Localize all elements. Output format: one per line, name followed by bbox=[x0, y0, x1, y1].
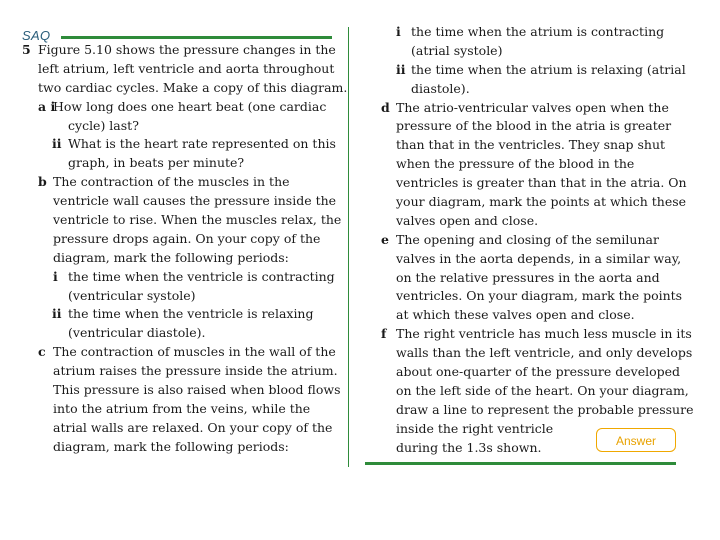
right-question-line bbox=[378, 99, 688, 118]
line-text: pressure of the blood in the atria is greater bbox=[396, 118, 672, 134]
footer-rule bbox=[365, 462, 676, 465]
left-question-line bbox=[22, 249, 342, 268]
line-text: (ventricular systole) bbox=[68, 287, 196, 303]
line-text: The right ventricle has much less muscle in its bbox=[396, 326, 692, 342]
left-question-line bbox=[22, 135, 342, 154]
left-question-line bbox=[22, 230, 342, 249]
line-text: (ventricular diastole). bbox=[68, 325, 206, 341]
line-text: two cardiac cycles. Make a copy of this diagram. bbox=[38, 79, 348, 95]
right-question-line bbox=[378, 382, 688, 401]
right-question-line bbox=[378, 401, 694, 420]
right-question-line bbox=[378, 306, 688, 325]
left-question-line bbox=[22, 343, 342, 362]
left-question-line bbox=[22, 268, 342, 287]
line-text: ventricle to rise. When the muscles relax, the bbox=[53, 212, 342, 228]
column-divider bbox=[348, 27, 349, 467]
line-text: valves open and close. bbox=[396, 212, 539, 228]
line-text: (atrial systole) bbox=[411, 42, 503, 58]
left-question-line bbox=[22, 438, 342, 457]
right-question-line bbox=[378, 155, 688, 174]
right-question-line bbox=[378, 80, 688, 99]
item-marker: i bbox=[396, 24, 401, 39]
line-text: The atrio-ventricular valves open when the bbox=[396, 99, 669, 115]
line-text: inside the right ventricle bbox=[396, 420, 554, 436]
left-question-line bbox=[22, 192, 342, 211]
item-marker: 5 bbox=[22, 42, 31, 57]
line-text: ventricles is greater than that in the atria. On bbox=[396, 175, 687, 191]
line-text: cycle) last? bbox=[68, 117, 139, 133]
right-question-line bbox=[378, 287, 688, 306]
left-question-line bbox=[22, 173, 342, 192]
right-question-line bbox=[378, 42, 688, 61]
line-text: the time when the atrium is contracting bbox=[411, 24, 665, 39]
question-right-column bbox=[378, 23, 694, 457]
left-question-line bbox=[22, 41, 342, 60]
line-text: walls than the left ventricle, and only develops bbox=[396, 345, 693, 361]
line-text: graph, in beats per minute? bbox=[68, 155, 245, 171]
left-question-line bbox=[22, 287, 342, 306]
line-text: ventricle wall causes the pressure inside the bbox=[53, 193, 337, 209]
item-marker: c bbox=[38, 344, 46, 360]
right-question-line bbox=[378, 23, 688, 42]
line-text: the time when the ventricle is relaxing bbox=[68, 306, 314, 322]
right-question-line bbox=[378, 250, 688, 269]
item-marker: d bbox=[381, 99, 390, 115]
line-text: at which these valves open and close. bbox=[396, 307, 635, 323]
line-text: How long does one heart beat (one cardiac bbox=[53, 98, 327, 114]
item-marker: i bbox=[53, 268, 58, 284]
left-question-line bbox=[22, 400, 342, 419]
item-marker: f bbox=[381, 326, 387, 342]
line-text: valves in the aorta depends, in a similar way, bbox=[396, 250, 682, 266]
line-text: The contraction of the muscles in the bbox=[53, 174, 290, 190]
line-text: pressure drops again. On your copy of the bbox=[53, 230, 321, 246]
item-marker: ii bbox=[396, 61, 406, 77]
line-text: diastole). bbox=[411, 80, 470, 96]
right-question-line bbox=[378, 212, 688, 231]
line-text: when the pressure of the blood in the bbox=[396, 156, 635, 172]
line-text: the time when the atrium is relaxing (atrial bbox=[411, 61, 686, 77]
line-text: diagram, mark the following periods: bbox=[53, 249, 289, 265]
line-text: What is the heart rate represented on this bbox=[68, 136, 336, 152]
item-marker: ii bbox=[52, 136, 62, 152]
left-question-line bbox=[22, 117, 342, 136]
line-text: about one-quarter of the pressure developed bbox=[396, 364, 681, 380]
line-text: This pressure is also raised when blood flows bbox=[53, 382, 341, 398]
left-question-line bbox=[22, 381, 342, 400]
right-question-line bbox=[378, 136, 688, 155]
right-question-line bbox=[378, 193, 688, 212]
left-question-line bbox=[22, 79, 348, 98]
answer-button[interactable]: Answer bbox=[596, 428, 676, 452]
line-text: The opening and closing of the semilunar bbox=[396, 231, 659, 247]
header-rule bbox=[61, 36, 332, 39]
left-question-line bbox=[22, 60, 342, 79]
right-question-line bbox=[378, 174, 688, 193]
saq-label: SAQ bbox=[22, 28, 51, 43]
left-question-line bbox=[22, 154, 342, 173]
left-question-line bbox=[22, 211, 342, 230]
item-marker: a i bbox=[38, 98, 56, 114]
line-text: on the relative pressures in the aorta and bbox=[396, 269, 660, 285]
line-text: The contraction of muscles in the wall of the bbox=[53, 344, 336, 360]
item-marker: b bbox=[38, 174, 47, 190]
right-question-line bbox=[378, 117, 688, 136]
line-text: diagram, mark the following periods: bbox=[53, 438, 289, 454]
line-text: than that in the ventricles. They snap shut bbox=[396, 137, 666, 153]
left-question-line bbox=[22, 419, 342, 438]
left-question-line bbox=[22, 98, 342, 117]
right-question-line bbox=[378, 269, 688, 288]
right-question-line bbox=[378, 344, 693, 363]
line-text: on the left side of the heart. On your diagram, bbox=[396, 382, 689, 398]
line-text: during the 1.3s shown. bbox=[396, 439, 542, 455]
left-question-line bbox=[22, 362, 342, 381]
line-text: draw a line to represent the probable pressure bbox=[396, 401, 694, 417]
item-marker: ii bbox=[52, 306, 62, 322]
line-text: Figure 5.10 shows the pressure changes in the bbox=[38, 42, 336, 57]
line-text: the time when the ventricle is contracting bbox=[68, 268, 335, 284]
line-text: left atrium, left ventricle and aorta throughout bbox=[38, 60, 335, 76]
line-text: your diagram, mark the points at which these bbox=[396, 194, 687, 210]
right-question-line bbox=[378, 363, 688, 382]
line-text: ventricles. On your diagram, mark the points bbox=[396, 288, 683, 304]
line-text: into the atrium from the veins, while the bbox=[53, 400, 311, 416]
left-question-line bbox=[22, 305, 342, 324]
line-text: atrium raises the pressure inside the atrium. bbox=[53, 363, 338, 379]
right-question-line bbox=[378, 61, 688, 80]
question-left-column bbox=[22, 41, 348, 457]
item-marker: e bbox=[381, 231, 389, 247]
right-question-line bbox=[378, 325, 692, 344]
line-text: atrial walls are relaxed. On your copy of the bbox=[53, 419, 333, 435]
right-question-line bbox=[378, 231, 688, 250]
left-question-line bbox=[22, 324, 342, 343]
